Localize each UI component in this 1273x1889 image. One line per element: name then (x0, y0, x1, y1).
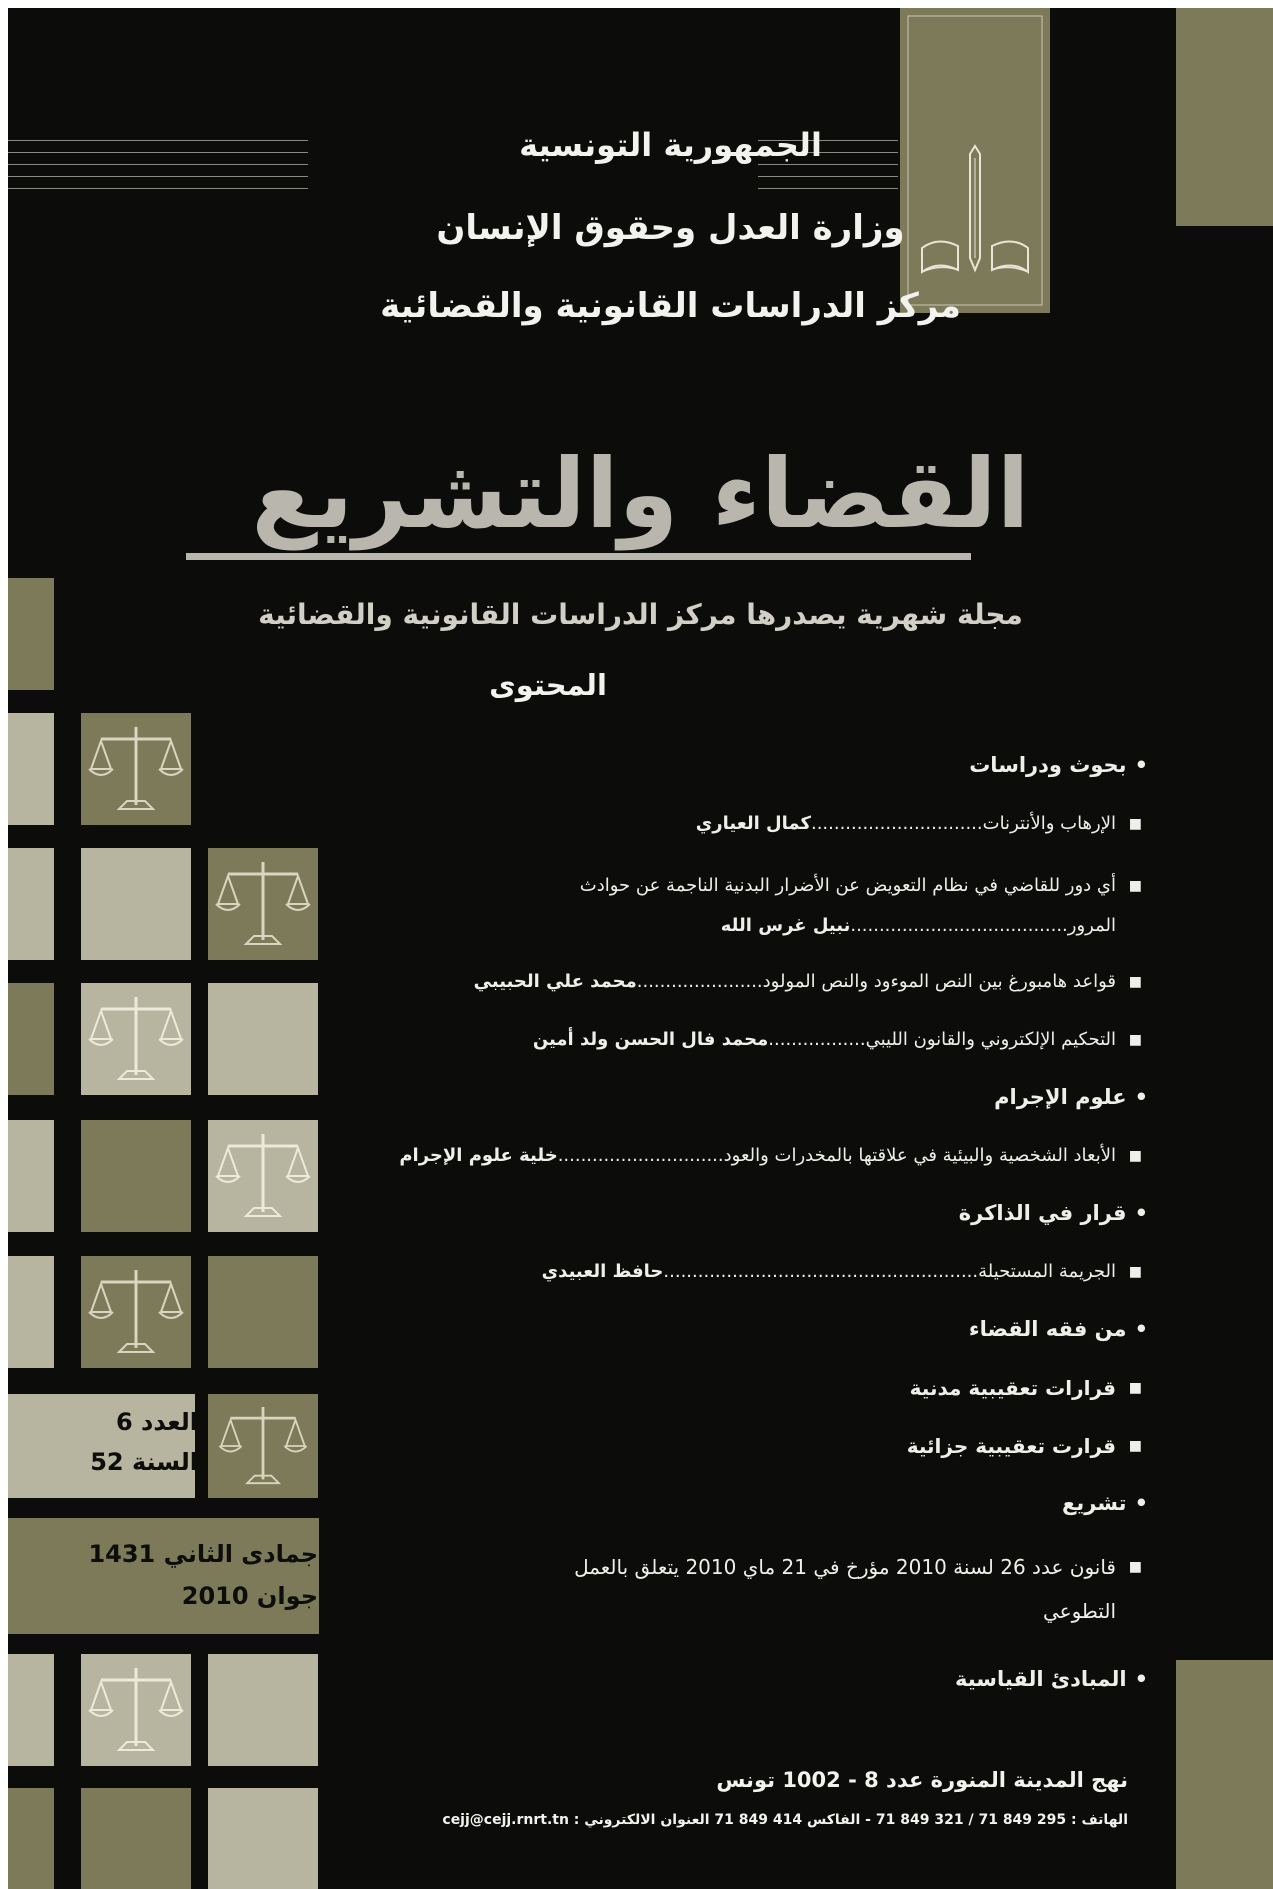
tile (8, 848, 54, 960)
gregorian-date: جوان 2010 (181, 1582, 318, 1610)
tile (81, 1788, 191, 1889)
ministry-name: وزارة العدل وحقوق الإنسان (436, 208, 905, 248)
entry-author: محمد علي الحبيبي (473, 971, 637, 992)
entry-author: حافظ العبيدي (541, 1261, 664, 1282)
entry-title: قرارات تعقيبية مدنية (909, 1376, 1116, 1400)
toc-entry (338, 966, 1148, 1024)
entry-title: الإرهاب والأنترنات (982, 813, 1116, 834)
bullet-square-icon: ■ (1128, 1264, 1142, 1280)
section-heading: •قرار في الذاكرة (958, 1201, 1148, 1225)
republic-name: الجمهورية التونسية (519, 126, 822, 164)
scales-of-justice-icon (208, 1394, 318, 1498)
leader-dots: ................. (768, 1029, 866, 1050)
entry-title: الجريمة المستحيلة (978, 1261, 1116, 1282)
leader-dots: ............................. (557, 1145, 724, 1166)
bullet-square-icon: ■ (1128, 1032, 1142, 1048)
tile (8, 1654, 54, 1766)
scales-of-justice-icon (81, 983, 191, 1095)
center-name: مركز الدراسات القانونية والقضائية (380, 286, 961, 326)
magazine-cover (8, 8, 1273, 1889)
section-heading: •بحوث ودراسات (969, 753, 1148, 777)
toc-entry (338, 1430, 1148, 1488)
tile (8, 983, 54, 1095)
toc-entry (338, 1024, 1148, 1082)
title-underline (186, 553, 971, 560)
contents-heading: المحتوى (489, 668, 607, 702)
bullet-square-icon: ■ (1128, 1438, 1142, 1454)
scales-tile (81, 1654, 191, 1766)
tile (8, 713, 54, 825)
contact-info: الهاتف : 295 849 71 / 321 849 71 - الفاكس 414 849 71 العنوان الالكتروني : cejj@cejj.rnrt.tn (442, 1812, 1128, 1828)
toc-entry (338, 808, 1148, 866)
issue-year: السنة 52 (90, 1448, 198, 1476)
magazine-title: القضاء والتشريع (251, 438, 1030, 550)
tile (8, 1788, 54, 1889)
scales-of-justice-icon (81, 1256, 191, 1368)
magazine-subtitle: مجلة شهرية يصدرها مركز الدراسات القانونية والقضائية (258, 598, 1023, 631)
scales-of-justice-icon (208, 1120, 318, 1232)
issue-number: العدد 6 (115, 1408, 198, 1436)
bullet-square-icon: ■ (1128, 974, 1142, 990)
scales-tile (81, 983, 191, 1095)
tile (8, 1120, 54, 1232)
tile (81, 1120, 191, 1232)
entry-author: نبيل غرس الله (720, 915, 851, 936)
scales-tile (208, 1394, 318, 1498)
bullet-square-icon: ■ (1128, 1559, 1142, 1575)
entry-title: أي دور للقاضي في نظام التعويض عن الأضرار البدنية الناجمة عن حوادث (579, 875, 1116, 896)
entry-title: التحكيم الإلكتروني والقانون الليبي (865, 1029, 1116, 1050)
entry-author: خلية علوم الإجرام (399, 1145, 558, 1166)
scales-tile (208, 848, 318, 960)
section-heading: •تشريع (1062, 1491, 1148, 1515)
issue-date-box (8, 1518, 319, 1634)
tile (208, 1788, 318, 1889)
bullet-square-icon: ■ (1128, 1148, 1142, 1164)
leader-dots: ....................................................... (663, 1261, 979, 1282)
entry-title: قواعد هامبورغ بين النص الموءود والنص المولود (762, 971, 1116, 992)
entry-author: محمد فال الحسن ولد أمين (532, 1029, 769, 1050)
section-heading: •علوم الإجرام (994, 1085, 1148, 1109)
tile (81, 848, 191, 960)
toc-entry (338, 1256, 1148, 1314)
entry-title: الأبعاد الشخصية والبيئية في علاقتها بالمخدرات والعود (723, 1145, 1116, 1166)
entry-title-continued: التطوعي (1042, 1599, 1116, 1623)
toc-entry (338, 1372, 1148, 1430)
scales-of-justice-icon (81, 713, 191, 825)
section-heading: •المبادئ القياسية (954, 1667, 1148, 1691)
leader-dots: ...................................... (850, 915, 1068, 936)
scales-tile (208, 1120, 318, 1232)
section-heading: •من فقه القضاء (968, 1317, 1148, 1341)
leader-dots: .............................. (810, 813, 983, 834)
scales-of-justice-icon (81, 1654, 191, 1766)
hijri-date: جمادى الثاني 1431 (88, 1540, 318, 1568)
table-of-contents (338, 750, 1148, 1722)
bullet-square-icon: ■ (1128, 1380, 1142, 1396)
entry-title-continued: المرور (1067, 915, 1116, 936)
issue-number-box (8, 1394, 198, 1498)
entry-author: كمال العياري (695, 813, 811, 834)
scales-tile (81, 1256, 191, 1368)
toc-entry (338, 1546, 1148, 1664)
corner-block-top (1176, 8, 1273, 226)
entry-title: قانون عدد 26 لسنة 2010 مؤرخ في 21 ماي 2010 يتعلق بالعمل (574, 1555, 1116, 1579)
toc-entry (338, 1140, 1148, 1198)
tile (208, 1256, 318, 1368)
tile (208, 1654, 318, 1766)
corner-block-bottom (1176, 1660, 1273, 1889)
bullet-square-icon: ■ (1128, 816, 1142, 832)
scales-tile (81, 713, 191, 825)
leader-dots: ...................... (636, 971, 763, 992)
bullet-square-icon: ■ (1128, 878, 1142, 894)
entry-title: قرارت تعقيبية جزائية (906, 1434, 1116, 1458)
toc-entry (338, 866, 1148, 966)
tile (208, 983, 318, 1095)
postal-address: نهج المدينة المنورة عدد 8 - 1002 تونس (716, 1768, 1128, 1792)
scales-of-justice-icon (208, 848, 318, 960)
tile (8, 1256, 54, 1368)
